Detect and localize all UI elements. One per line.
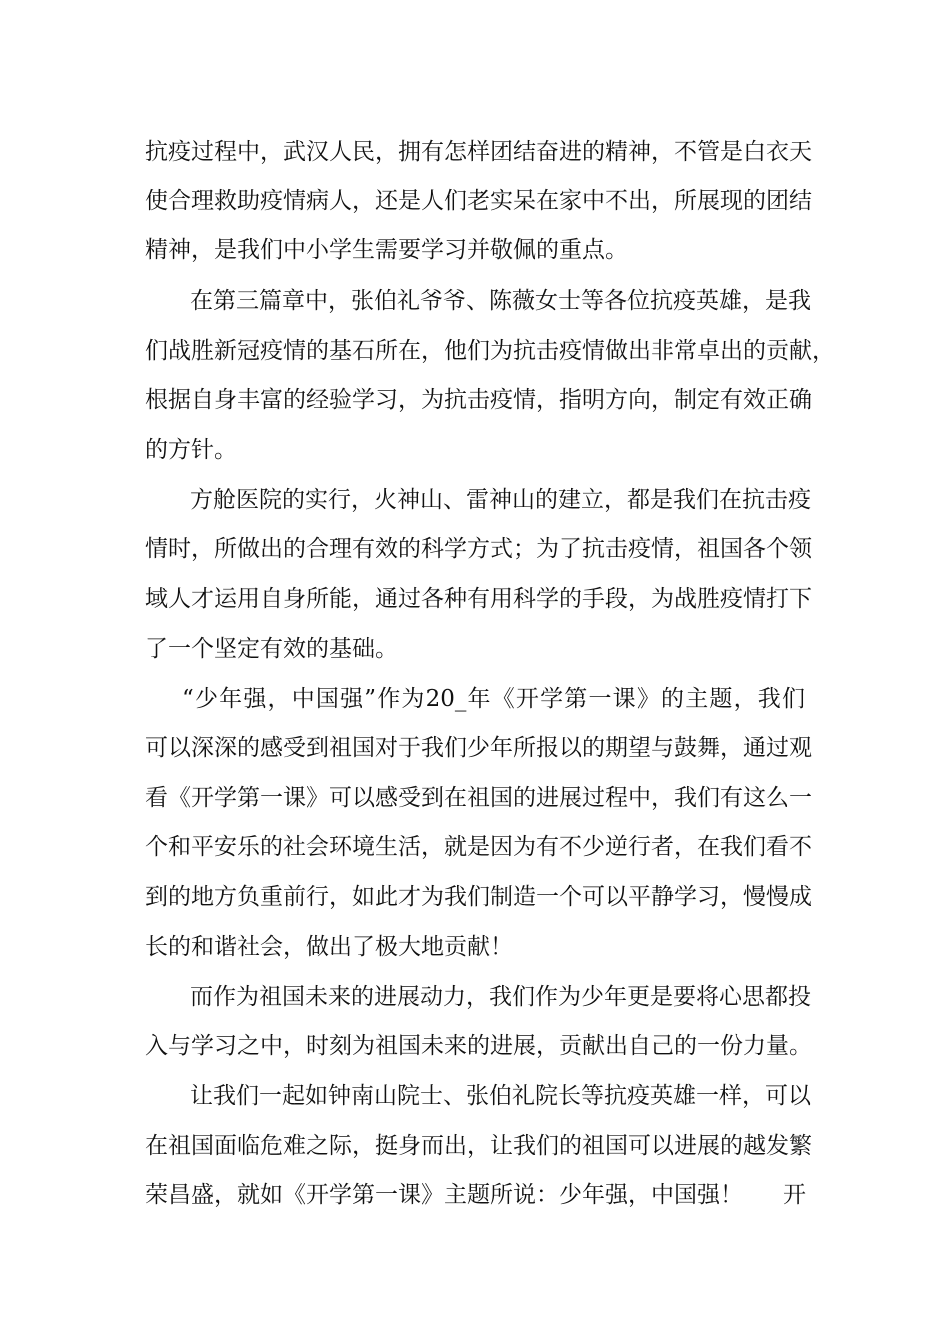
text-line: 在祖国面临危难之际，挺身而出，让我们的祖国可以进展的越发繁 [145,1133,812,1159]
paragraph-first-line: “少年强，中国强”作为20_年《开学第一课》的主题，我们 [182,686,805,712]
paragraph-first-line: 而作为祖国未来的进展动力，我们作为少年更是要将心思都投 [190,984,811,1010]
text-line: 域人才运用自身所能，通过各种有用科学的手段，为战胜疫情打下 [145,586,812,612]
text-line: 到的地方负重前行，如此才为我们制造一个可以平静学习，慢慢成 [145,884,812,910]
text-line: 抗疫过程中，武汉人民，拥有怎样团结奋进的精神，不管是白衣天 [145,139,812,165]
text-line: 根据自身丰富的经验学习，为抗击疫情，指明方向，制定有效正确 [145,387,812,413]
paragraph-first-line: 在第三篇章中，张伯礼爷爷、陈薇女士等各位抗疫英雄，是我 [190,288,811,314]
text-line: 可以深深的感受到祖国对于我们少年所报以的期望与鼓舞，通过观 [145,735,812,761]
text-line: 长的和谐社会，做出了极大地贡献！ [145,934,513,960]
text-line: 们战胜新冠疫情的基石所在，他们为抗击疫情做出非常卓出的贡献， [145,338,835,364]
text-line: 使合理救助疫情病人，还是人们老实呆在家中不出，所展现的团结 [145,188,812,214]
text-line: 看《开学第一课》可以感受到在祖国的进展过程中，我们有这么一 [145,785,812,811]
text-line: 的方针。 [145,437,237,463]
paragraph-first-line: 让我们一起如钟南山院士、张伯礼院长等抗疫英雄一样，可以 [190,1083,811,1109]
text-line: 情时，所做出的合理有效的科学方式；为了抗击疫情，祖国各个领 [145,536,812,562]
trailing-character: 开 [783,1182,806,1208]
text-line: 精神，是我们中小学生需要学习并敬佩的重点。 [145,237,628,263]
text-line: 了一个坚定有效的基础。 [145,636,398,662]
paragraph-first-line: 方舱医院的实行，火神山、雷神山的建立，都是我们在抗击疫 [190,487,811,513]
text-line: 荣昌盛，就如《开学第一课》主题所说：少年强，中国强！ [145,1182,743,1208]
text-line: 个和平安乐的社会环境生活，就是因为有不少逆行者，在我们看不 [145,834,812,860]
text-line: 入与学习之中，时刻为祖国未来的进展，贡献出自己的一份力量。 [145,1033,812,1059]
